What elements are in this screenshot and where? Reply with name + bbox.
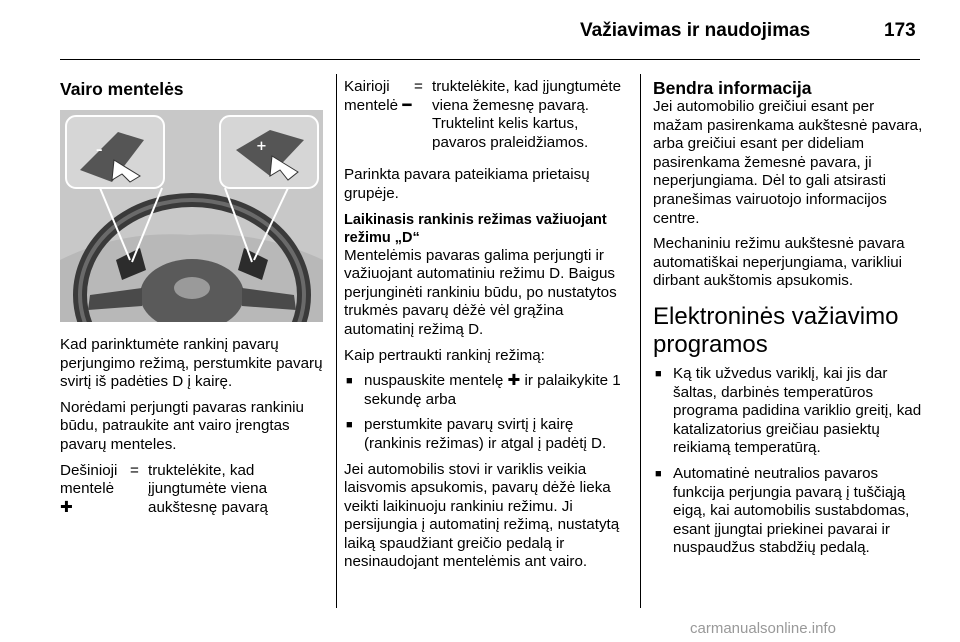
definition-term: Dešinioji mentelė ✚ bbox=[60, 461, 118, 516]
subsection-heading: Bendra informacija bbox=[653, 78, 812, 98]
definition-description: truktelėkite, kad įjungtumėte viena žemesnę pavarą. Truktelint kelis kartus, pavaros praleidžiamos. bbox=[432, 78, 622, 151]
column-1 bbox=[60, 78, 325, 524]
definition-equals: = bbox=[130, 461, 139, 479]
column-separator bbox=[640, 74, 641, 608]
running-header-title: Važiavimas ir naudojimas bbox=[580, 20, 811, 41]
paragraph: Kad parinktumėte rankinį pavarų perjungimo režimą, perstumkite pavarų svirtį iš padėties D į kairę. bbox=[60, 336, 323, 391]
list-item: ■ nuspauskite mentelę ✚ ir palaikykite 1 sekundę arba bbox=[344, 372, 629, 409]
definition-right-paddle bbox=[60, 462, 325, 518]
list-item: ■ Automatinė neutralios pavaros funkcija perjungia pavarą į tuščiąją eigą, kai automobilis sustabdomas, esant įjungtai priekinei pavarai ir nuspaudžus stabdžių pedalą. bbox=[653, 465, 923, 558]
page-number: 173 bbox=[884, 20, 916, 41]
section-title: Vairo mentelės bbox=[60, 79, 184, 99]
paragraph: Mentelėmis pavaras galima perjungti ir važiuojant automatiniu režimu D. Baigus perjunginėti rankiniu būdu, po nustatytos trukmės pavarų dėžė vėl grąžina automatinį režimą D. bbox=[344, 246, 617, 338]
definition-term: Kairioji mentelė ━ bbox=[344, 78, 412, 114]
column-2 bbox=[344, 78, 629, 579]
subsection-heading: Laikinasis rankinis režimas važiuojant režimu „D“ bbox=[344, 211, 607, 246]
list-item: ■ Ką tik užvedus variklį, kai jis dar šaltas, darbinės temperatūros programa padidina variklio greitį, kad katalizatorius greičiau pasiektų reikiamą temperatūrą. bbox=[653, 365, 923, 458]
bullet-list bbox=[653, 365, 923, 558]
paddle-minus-label: – bbox=[96, 143, 103, 158]
steering-wheel-illustration bbox=[60, 110, 323, 322]
list-item: ■ perstumkite pavarų svirtį į kairę (rankinis režimas) ir atgal į padėtį D. bbox=[344, 416, 629, 453]
definition-description: truktelėkite, kad įjungtumėte viena aukštesnę pavarą bbox=[148, 461, 268, 516]
paragraph: Mechaniniu režimu aukštesnė pavara automatiškai neperjungiama, varikliui dirbant aukštomis apsukomis. bbox=[653, 235, 905, 290]
paddle-plus-label: + bbox=[256, 139, 267, 154]
definition-equals: = bbox=[414, 78, 423, 95]
column-3 bbox=[653, 78, 923, 565]
definition-left-paddle bbox=[344, 78, 629, 152]
steering-wheel-drawing bbox=[60, 110, 323, 322]
column-separator bbox=[336, 74, 337, 608]
paragraph: Jei automobilis stovi ir variklis veikia laisvomis apsukomis, pavarų dėžė lieka veikti laikinuoju rankiniu režimu. Ji persijungia į automatinį režimą, nustatytą laiką spaudžiant greičio pedalą ir nesinaudojant mentelėmis ant vairo. bbox=[344, 460, 620, 571]
paragraph: Parinkta pavara pateikiama prietaisų grupėje. bbox=[344, 166, 590, 202]
header-rule bbox=[60, 59, 920, 60]
watermark: carmanualsonline.info bbox=[690, 620, 836, 637]
bullet-list bbox=[344, 372, 629, 453]
paragraph: Norėdami perjungti pavaras rankiniu būdu, patraukite ant vairo įrengtas pavarų menteles. bbox=[60, 398, 304, 453]
paragraph: Jei automobilio greičiui esant per mažam pasirenkama aukštesnė pavara, arba greičiui esant per dideliam pasirenkama žemesnė pavara, ji neperjungiama. Dėl to gali atsirasti pranešimas vairuotojo informacijos centre. bbox=[653, 98, 923, 227]
section-title: Elektroninės važiavimo programos bbox=[653, 302, 899, 358]
paragraph: Kaip pertraukti rankinį režimą: bbox=[344, 346, 545, 364]
